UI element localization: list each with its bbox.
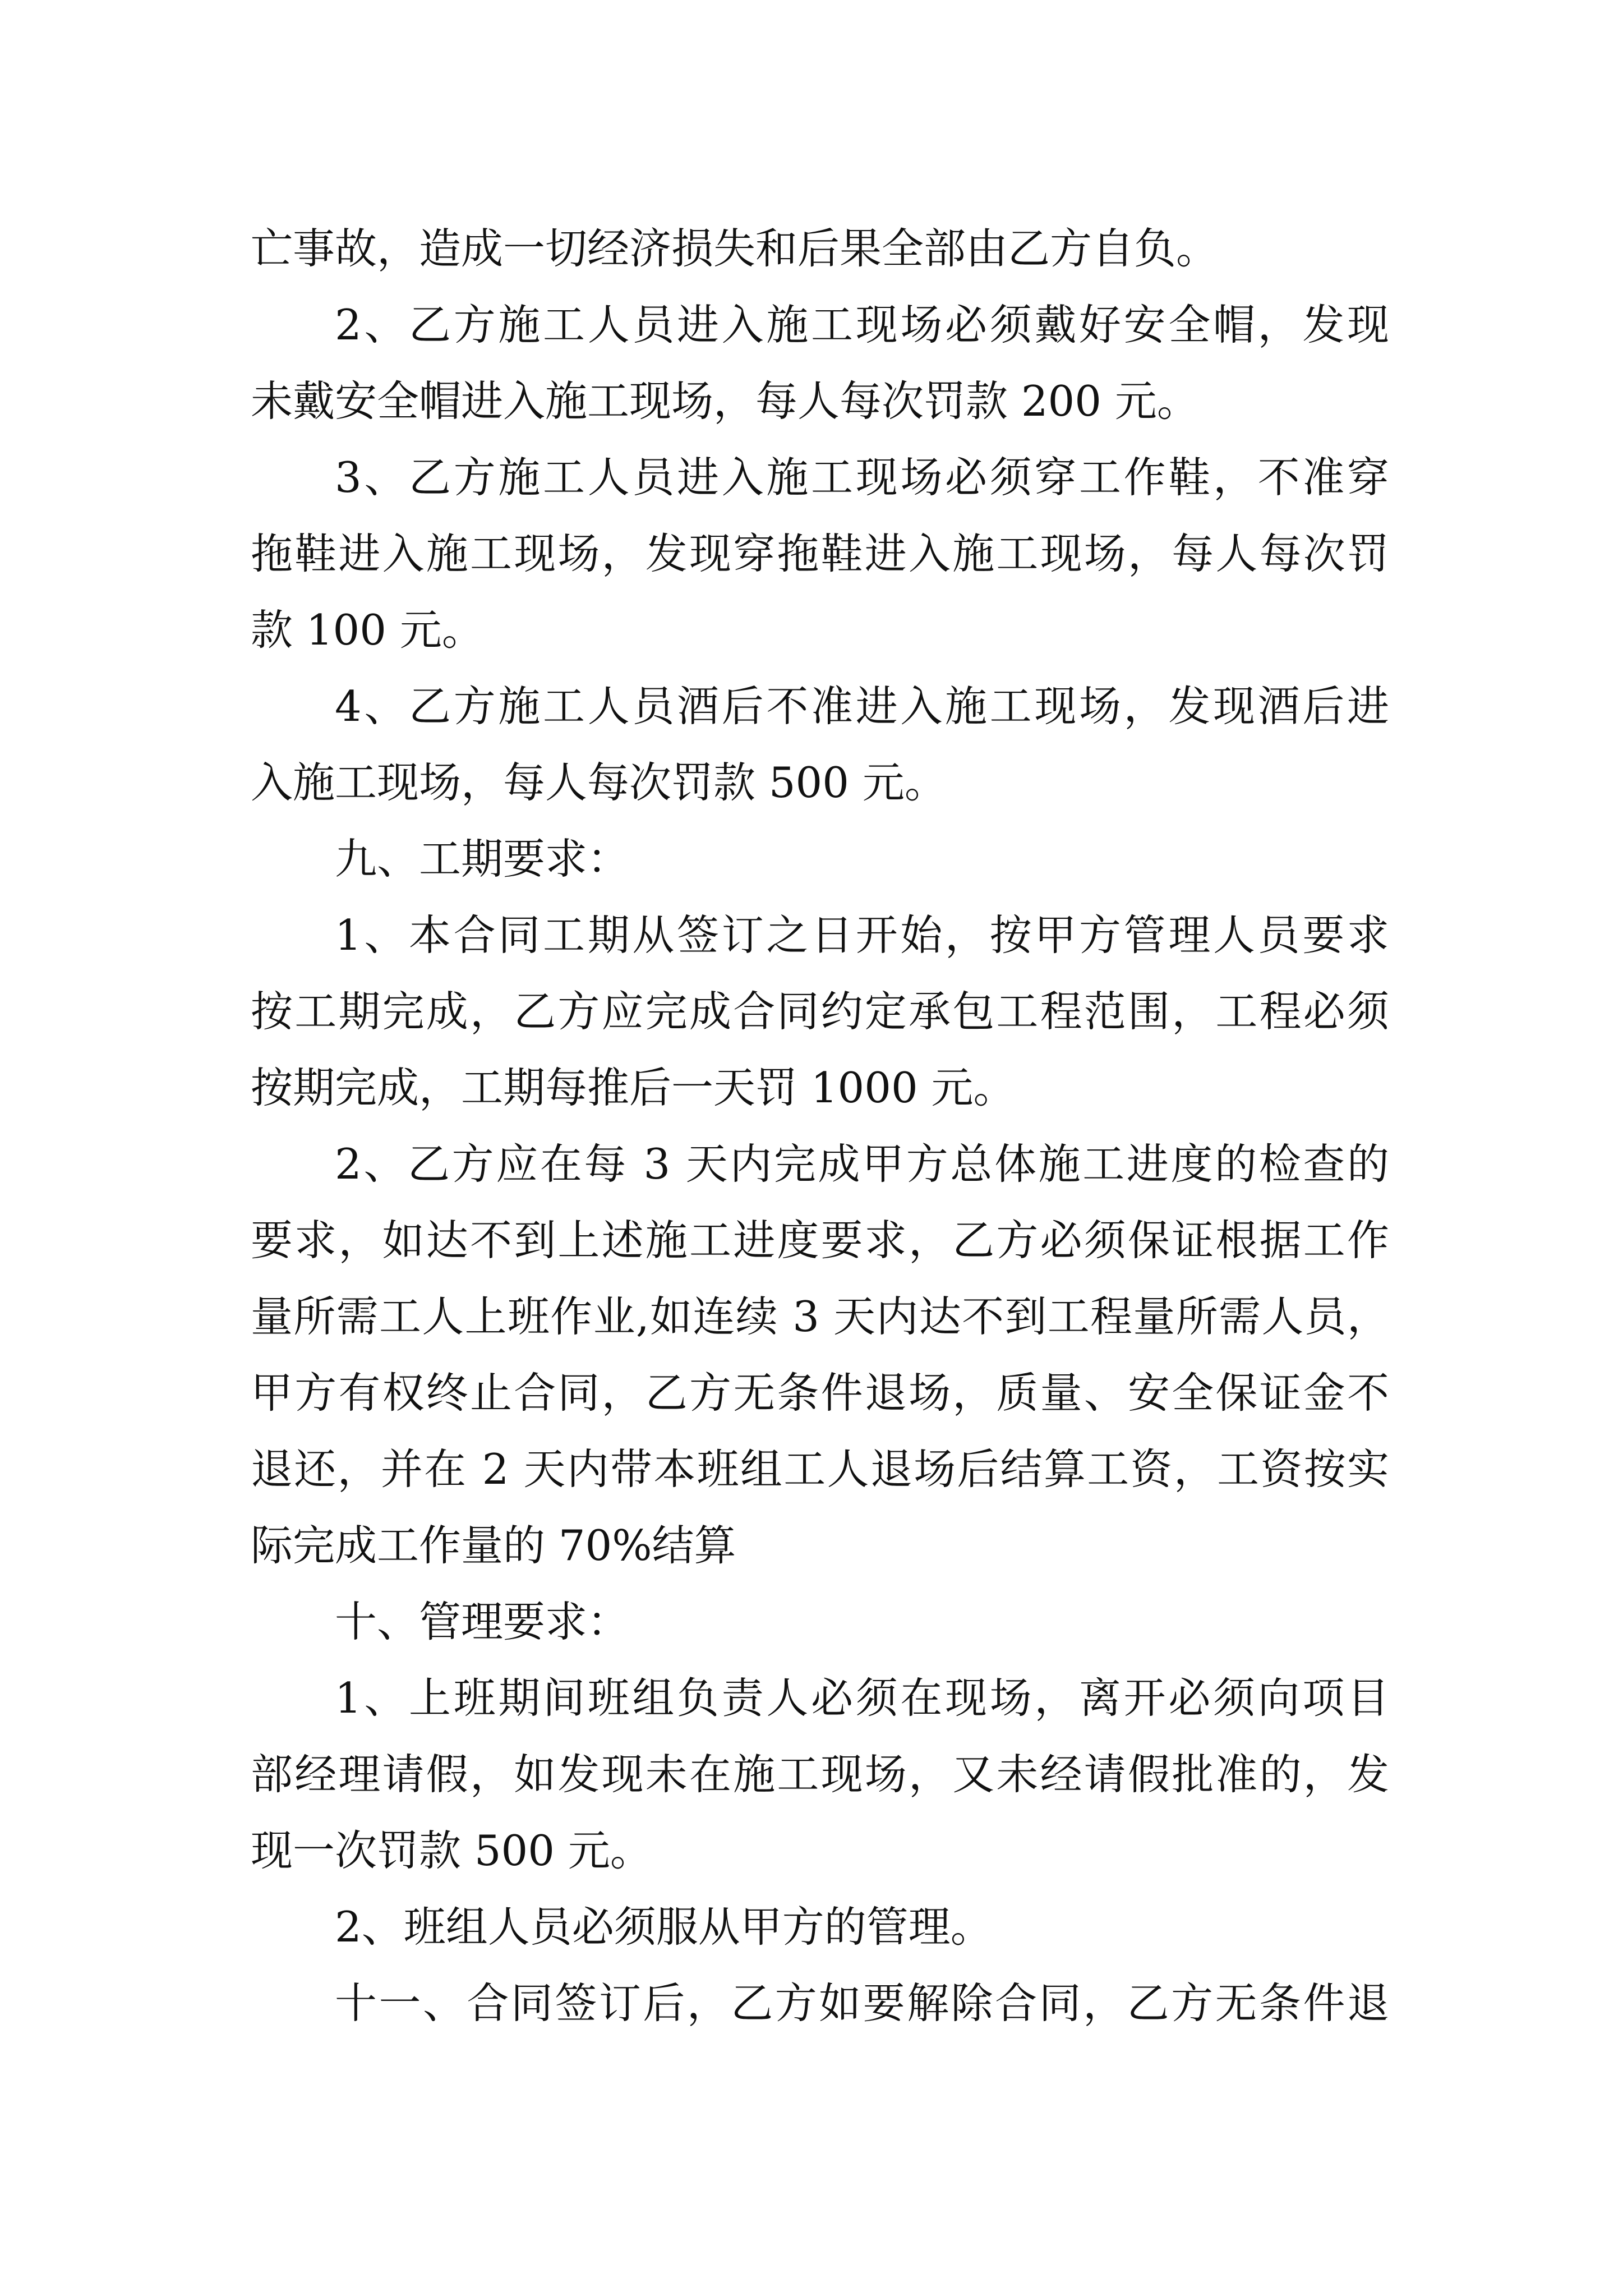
document-body [251,210,1389,2041]
section-heading-11: 十一、合同签订后，乙方如要解除合同，乙方无条件退 [335,1978,1389,2028]
text-line-6: 款 100 元。 [251,605,484,655]
text-line-22: 现一次罚款 500 元。 [251,1826,652,1875]
text-line-23: 2、班组人员必须服从甲方的管理。 [335,1902,993,1952]
text-line-2: 2、乙方施工人员进入施工现场必须戴好安全帽，发现 [335,300,1389,349]
section-heading-9: 九、工期要求： [335,834,630,884]
text-line-18: 际完成工作量的 70%结算 [251,1521,736,1570]
text-line-8: 入施工现场，每人每次罚款 500 元。 [251,758,947,807]
text-line-5: 拖鞋进入施工现场，发现穿拖鞋进入施工现场，每人每次罚 [251,529,1389,578]
text-line-12: 按期完成，工期每推后一天罚 1000 元。 [251,1063,1016,1112]
text-line-7: 4、乙方施工人员酒后不准进入施工现场，发现酒后进 [335,682,1389,731]
text-line-17: 退还，并在 2 天内带本班组工人退场后结算工资，工资按实 [251,1444,1389,1494]
text-line-3: 未戴安全帽进入施工现场，每人每次罚款 200 元。 [251,376,1199,426]
text-line-11: 按工期完成，乙方应完成合同约定承包工程范围，工程必须 [251,987,1389,1036]
text-line-21: 部经理请假，如发现未在施工现场，又未经请假批准的，发 [251,1750,1389,1799]
text-line-13: 2、乙方应在每 3 天内完成甲方总体施工进度的检查的 [335,1139,1389,1189]
section-heading-10: 十、管理要求： [335,1597,630,1646]
text-line-10: 1、本合同工期从签订之日开始，按甲方管理人员要求 [335,910,1389,960]
text-line-4: 3、乙方施工人员进入施工现场必须穿工作鞋，不准穿 [335,453,1389,502]
text-line-20: 1、上班期间班组负责人必须在现场，离开必须向项目 [335,1673,1389,1723]
text-line-14: 要求，如达不到上述施工进度要求，乙方必须保证根据工作 [251,1216,1389,1265]
text-line-15: 量所需工人上班作业,如连续 3 天内达不到工程量所需人员， [251,1292,1389,1341]
text-line-1: 亡事故，造成一切经济损失和后果全部由乙方自负。 [251,224,1219,273]
text-line-16: 甲方有权终止合同，乙方无条件退场，质量、安全保证金不 [251,1368,1389,1418]
